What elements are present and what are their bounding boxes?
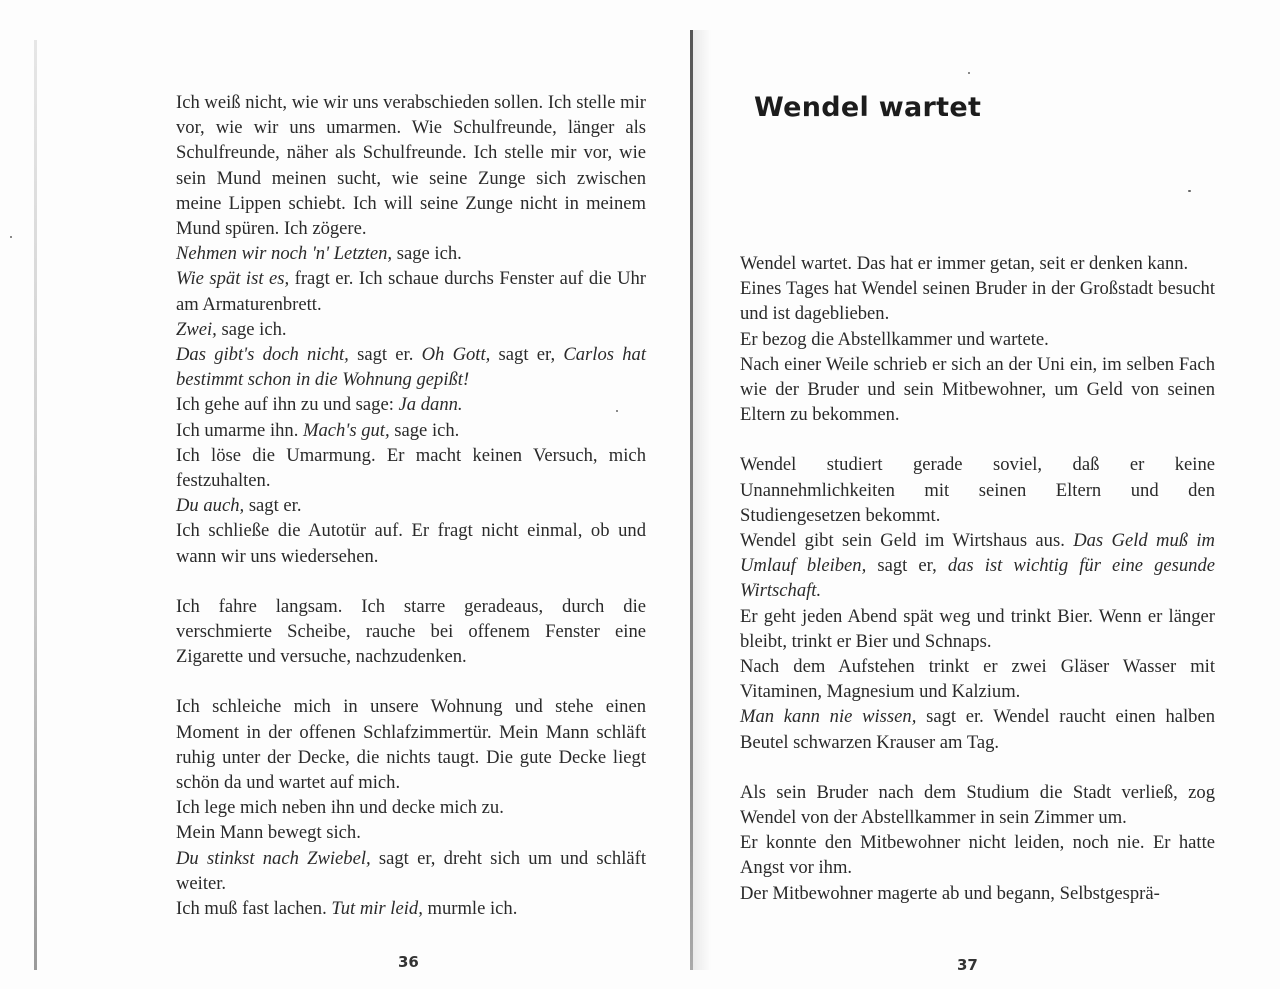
text-line: in meinem Mund spüren. Ich zögere. (176, 192, 646, 240)
dialogue-tag: sagt er, dreht sich um und schläft weiter. (176, 847, 646, 894)
dialogue-tag: fragt er. Ich schaue durchs Fenster auf die Uhr am Armaturenbrett. (176, 268, 646, 315)
dialogue-tag: sagt er, (490, 344, 564, 366)
paragraph: Ich fahre langsam. Ich starre geradeaus, durch die verschmierte Scheibe, rauche bei offenem Fenster eine Zigarette und versuche, nachzudenken. (176, 595, 646, 668)
dialogue-quote: Ja dann. (398, 394, 463, 416)
text-line: Er konnte den Mitbewohner nicht leiden, noch nie. Er hatte Angst vor ihm. (740, 832, 1215, 879)
narration-line: Ich schließe die Autotür auf. Er fragt nicht einmal, ob und wann wir uns wiedersehen. (176, 520, 646, 567)
text-line: zwischen meine Lippen schiebt. Ich will seine Zunge nicht (176, 167, 646, 214)
dialogue-quote: Das gibt's doch nicht, (176, 344, 349, 366)
opening-paragraph (176, 90, 646, 241)
left-page-text (176, 90, 646, 921)
text-line: als Schulfreunde, näher als Schulfreunde. Ich stelle mir (176, 117, 646, 164)
dialogue-quote: Zwei, (176, 318, 217, 340)
page-number-left: 36 (398, 953, 419, 971)
text-line: mir vor, wie wir uns umarmen. Wie Schulfreunde, länger (176, 92, 646, 139)
dialogue-quote: Wie spät ist es, (176, 268, 290, 290)
text-line: Ich weiß nicht, wie wir uns verabschieden sollen. Ich stelle (176, 92, 616, 113)
dialogue-quote: Du auch, (176, 495, 245, 517)
text-line: Wendel studiert gerade soviel, daß er keine Unannehmlichkeiten mit seinen Eltern und den Studiengesetzen bekommt. (740, 454, 1215, 526)
right-page (740, 92, 1215, 906)
dialogue-quote: Du stinkst nach Zwiebel, (176, 847, 371, 869)
gutter-shadow (693, 30, 711, 970)
dialogue-quote: Tut mir leid, (331, 898, 423, 920)
page-number-right: 37 (957, 956, 978, 974)
narration: Ich gehe auf ihn zu und sage: (176, 394, 399, 416)
dialogue-tag: murmle ich. (422, 898, 518, 920)
text-line: Nach einer Weile schrieb er sich an der Uni ein, im selben Fach wie der Bruder und sein Mitbewohner, um Geld von seinen Eltern zu bekommen. (740, 353, 1215, 426)
dialogue-line (176, 342, 646, 392)
scan-speck (968, 72, 970, 74)
dialogue-tag: sagt er. (244, 495, 302, 517)
paragraph: Ich schleiche mich in unsere Wohnung und stehe einen Moment in der offenen Schlafzimmertür. Mein Mann schläft ruhig unter der Decke, die nichts taugt. Die gute Decke liegt schön da und wartet auf mich. (176, 696, 646, 794)
dialogue-quote: Man kann nie wissen, (740, 706, 917, 728)
text-line: vor, wie sein Mund meinen sucht, wie seine Zunge sich (176, 142, 647, 189)
dialogue-line (740, 704, 1215, 754)
narration: Ich umarme ihn. (176, 419, 304, 441)
chapter-title: Wendel wartet (754, 92, 982, 123)
dialogue-tag: sagt er. (348, 344, 422, 366)
dialogue-tag: sage ich. (392, 243, 462, 265)
dialogue-line (176, 392, 646, 417)
dialogue-quote: Das Geld muß im Umlauf bleiben, (740, 530, 1215, 577)
dialogue-tag: sage ich. (389, 419, 460, 441)
text-line: Wendel wartet. Das hat er immer getan, seit er denken kann. (740, 253, 1189, 274)
narration: Ich muß fast lachen. (176, 898, 332, 920)
dialogue-line (176, 846, 646, 896)
left-page (176, 90, 646, 921)
text-line: Als sein Bruder nach dem Studium die Stadt verließ, zog Wendel von der Abstellkammer in sein Zimmer um. (740, 781, 1215, 829)
scan-speck (10, 236, 12, 238)
dialogue-line (176, 317, 646, 342)
text-line: Er bezog die Abstellkammer und wartete. (740, 328, 1049, 350)
dialogue-line (176, 266, 646, 316)
right-page-text (740, 251, 1215, 906)
dialogue-quote: das ist wichtig für eine gesunde Wirtschaft. (740, 555, 1216, 602)
narration: Wendel gibt sein Geld im Wirtshaus aus. (740, 530, 1074, 552)
narration-line: Ich löse die Umarmung. Er macht keinen Versuch, mich festzuhalten. (176, 444, 646, 492)
dialogue-quote: Carlos hat bestimmt schon in die Wohnung gepißt! (176, 344, 647, 391)
narration-line: Ich lege mich neben ihn und decke mich zu. (176, 797, 504, 819)
dialogue-quote: Mach's gut, (303, 419, 390, 441)
dialogue-quote: Oh Gott, (421, 344, 491, 366)
narration-line: Mein Mann bewegt sich. (176, 822, 361, 844)
dialogue-tag: sage ich. (216, 318, 287, 340)
dialogue-line (740, 528, 1215, 604)
text-line: Der Mitbewohner magerte ab und begann, Selbstgesprä- (740, 882, 1160, 904)
dialogue-line (176, 418, 646, 443)
dialogue-tag: sagt er. Wendel raucht einen halben Beutel schwarzen Krauser am Tag. (740, 706, 1216, 753)
scan-edge (34, 40, 37, 970)
dialogue-line (176, 493, 646, 518)
text-line: Nach dem Aufstehen trinkt er zwei Gläser Wasser mit Vitaminen, Magnesium und Kalzium. (740, 656, 1215, 703)
text-line: Er geht jeden Abend spät weg und trinkt Bier. Wenn er länger bleibt, trinkt er Bier und Schnaps. (740, 605, 1215, 652)
dialogue-quote: Nehmen wir noch 'n' Letzten, (176, 243, 393, 265)
dialogue-tag: sagt er, (866, 555, 948, 577)
dialogue-line (176, 241, 646, 266)
dialogue-line (176, 896, 646, 921)
text-line: Eines Tages hat Wendel seinen Bruder in der Großstadt besucht und ist dageblieben. (740, 278, 1215, 325)
